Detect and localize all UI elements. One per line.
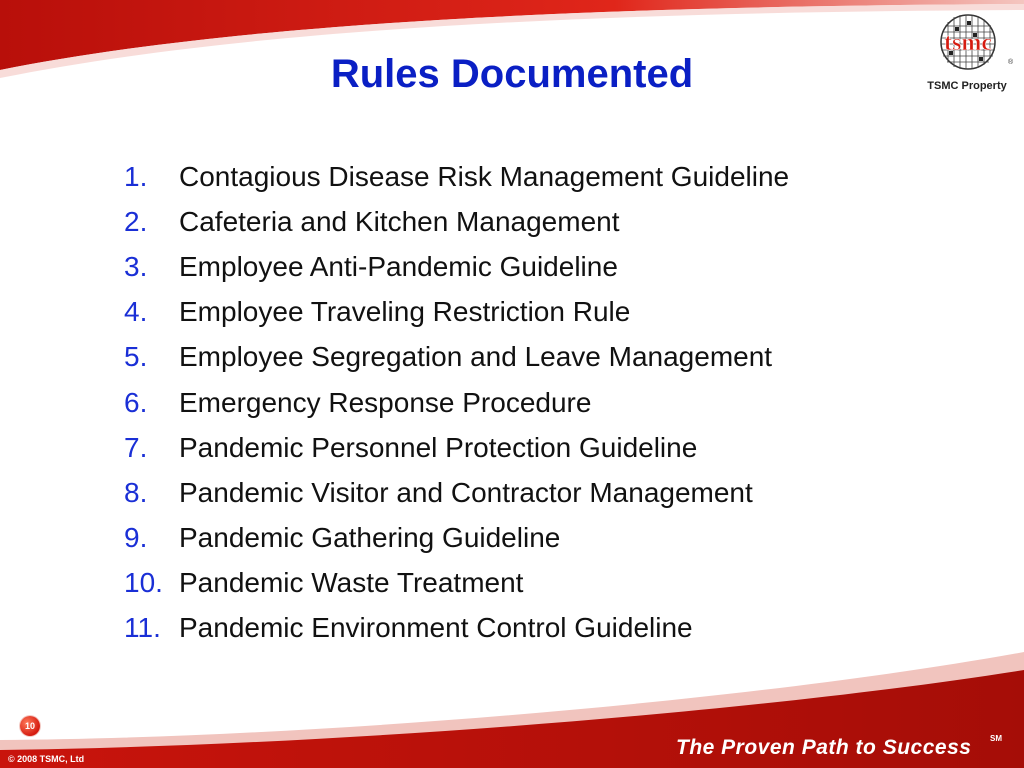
rule-number: 9. xyxy=(124,522,148,554)
logo-registered: ® xyxy=(1008,59,1014,66)
rule-number: 10. xyxy=(124,567,163,599)
rule-item xyxy=(124,470,789,515)
rule-item xyxy=(124,516,789,561)
rule-number: 6. xyxy=(124,386,148,418)
logo-wordmark: tsmc xyxy=(944,30,992,56)
rule-item xyxy=(124,199,789,244)
tagline: The Proven Path to Success xyxy=(676,736,972,759)
rule-number: 5. xyxy=(124,341,148,373)
page-number-badge: 10 xyxy=(20,716,40,736)
rule-number: 2. xyxy=(124,205,148,237)
rule-number: 4. xyxy=(124,296,148,328)
logo-caption: TSMC Property xyxy=(927,80,1007,92)
rule-text: Pandemic Personnel Protection Guideline xyxy=(179,431,698,463)
rule-text: Cafeteria and Kitchen Management xyxy=(179,205,620,237)
rule-item xyxy=(124,561,789,606)
rule-item xyxy=(124,290,789,335)
rule-text: Employee Segregation and Leave Management xyxy=(179,341,773,373)
rule-number: 1. xyxy=(124,160,148,192)
rule-item xyxy=(124,244,789,289)
rule-number: 7. xyxy=(124,431,148,463)
rule-text: Contagious Disease Risk Management Guideline xyxy=(179,160,790,192)
rules-list xyxy=(124,154,789,651)
rule-text: Pandemic Environment Control Guideline xyxy=(179,612,693,644)
rule-text: Emergency Response Procedure xyxy=(179,386,592,418)
rule-number: 3. xyxy=(124,250,148,282)
service-mark: SM xyxy=(990,734,1002,743)
rule-text: Pandemic Visitor and Contractor Management xyxy=(179,476,753,508)
rule-text: Employee Traveling Restriction Rule xyxy=(179,296,631,328)
rule-number: 8. xyxy=(124,476,148,508)
rule-item xyxy=(124,335,789,380)
rule-text: Pandemic Gathering Guideline xyxy=(179,522,561,554)
rule-number: 11. xyxy=(124,612,161,644)
rule-text: Pandemic Waste Treatment xyxy=(179,567,524,599)
rule-text: Employee Anti-Pandemic Guideline xyxy=(179,250,618,282)
rule-item xyxy=(124,154,789,199)
rule-item xyxy=(124,606,789,651)
slide-title: Rules Documented xyxy=(330,52,694,96)
rule-item xyxy=(124,380,789,425)
rule-item xyxy=(124,425,789,470)
copyright: © 2008 TSMC, Ltd xyxy=(8,754,85,764)
